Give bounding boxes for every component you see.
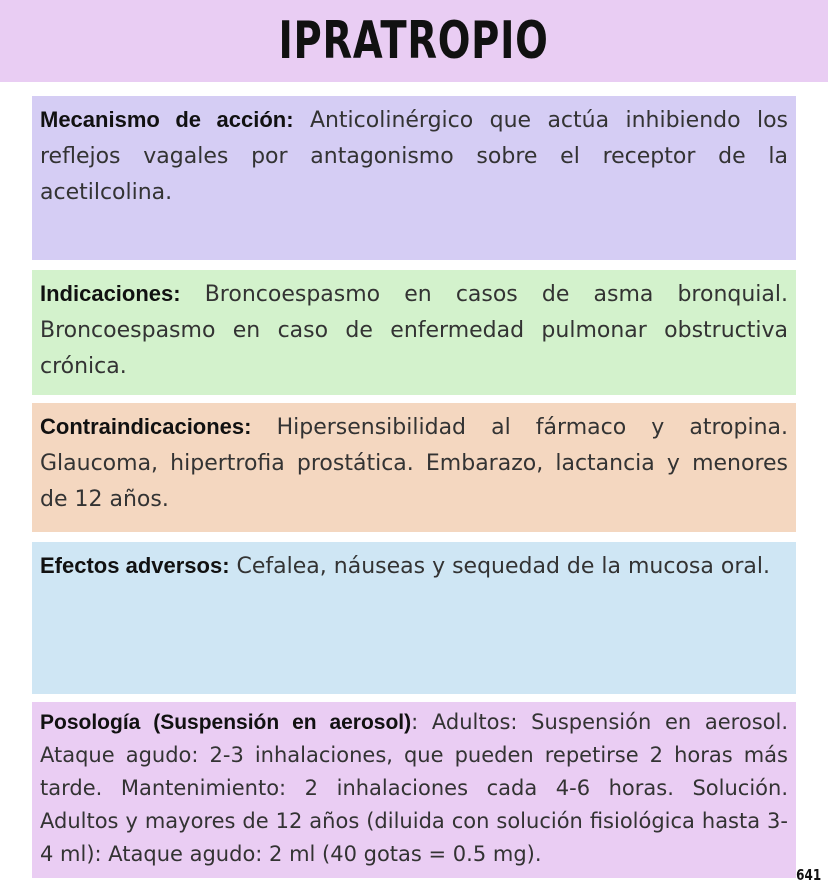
- section-efectos: [32, 542, 796, 694]
- section-label: Posología (Suspensión en aerosol): [40, 711, 412, 734]
- section-label: Mecanismo de acción:: [40, 107, 294, 132]
- section-text: Anticolinérgico que actúa inhibiendo los reflejos vagales por antagonismo sobre el receptor de la acetilcolina.: [40, 108, 788, 205]
- section-posologia: [32, 702, 796, 878]
- section-text: Cefalea, náuseas y sequedad de la mucosa oral.: [229, 554, 770, 579]
- page-number: 641: [795, 866, 821, 884]
- section-indicaciones: [32, 270, 796, 395]
- section-contraindicaciones: [32, 403, 796, 532]
- page-title: IPRATROPIO: [278, 11, 550, 71]
- section-text: Hipersensibilidad al fármaco y atropina. Glaucoma, hipertrofia prostática. Embarazo, lactancia y menores de 12 años.: [40, 415, 788, 512]
- section-mecanismo: [32, 96, 796, 260]
- section-text: Broncoespasmo en casos de asma bronquial. Broncoespasmo en caso de enfermedad pulmonar obstructiva crónica.: [40, 282, 788, 379]
- section-text: : Adultos: Suspensión en aerosol. Ataque agudo: 2-3 inhalaciones, que pueden repetirse 2 horas más tarde. Mantenimiento: 2 inhalaciones cada 4-6 horas. Solución. Adultos y mayores de 12 años (diluida con solución fisiológica hasta 3-4 ml): Ataque agudo: 2 ml (40 gotas = 0.5 mg).: [40, 710, 788, 866]
- title-banner: [0, 0, 828, 82]
- section-label: Efectos adversos:: [40, 553, 230, 578]
- section-label: Indicaciones:: [40, 281, 181, 306]
- section-label: Contraindicaciones:: [40, 414, 252, 439]
